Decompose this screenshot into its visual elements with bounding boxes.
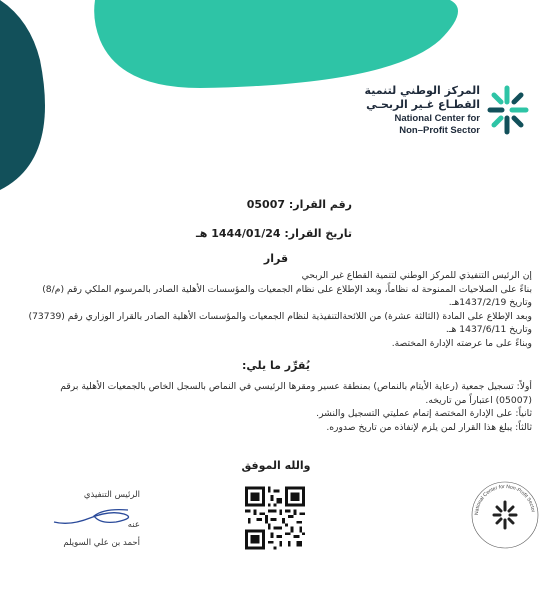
light-teal-shape [94,0,458,88]
preamble [22,269,532,350]
decision-date: تاريخ القرار: 1444/01/24 هـ [196,227,352,240]
decision-title: قرار [263,252,289,265]
article-item: أولاً: تسجيل جمعية (رعاية الأيتام بالنماص) بمنطقة عسير ومقرها الرئيسي في النماص بالسجل الخاص بالجمعيات الأهلية برقم (05007) اعتباراً من تاريخه. [60,381,532,406]
logo-arabic-line-1: المركز الوطني لتنمية [364,84,480,97]
qr-code-icon [245,486,305,550]
logo-english-line-1: National Center for [394,113,480,124]
decides-heading: يُقرِّر ما يلي: [242,359,310,372]
signature-block [20,490,140,548]
logo-arabic-line-2: القطـاع غـير الربحـي [366,98,480,111]
logo-english-line-2: Non–Profit Sector [399,125,480,136]
signatory-name: أحمد بن علي السويلم [63,538,140,548]
decision-number: رقم القرار: 05007 [246,198,352,211]
closing-text: والله الموفق [241,459,311,472]
signature-on-behalf: عنه [127,520,140,530]
preamble-line: بناءً على الصلاحيات الممنوحة له نظاماً، وبعد الإطلاع على نظام الجمعيات والمؤسسات الأهلية الصادر بالمرسوم الملكي رقم (م/8) وتاريخ 1437/2/19هـ. [42,283,532,308]
article-item: ثانياً: على الإدارة المختصة إتمام عمليتي التسجيل والنشر. [316,408,532,419]
dark-teal-shape [0,0,45,190]
official-seal-icon [470,480,540,550]
article-item: ثالثاً: يبلغ هذا القرار لمن يلزم لإنفاذه من تاريخ صدوره. [326,421,532,433]
preamble-line: وبناءً على ما عرضته الإدارة المختصة. [391,337,532,349]
articles [22,380,532,434]
preamble-line: وبعد الإطلاع على المادة (الثالثة عشرة) من اللائحةالتنفيذية لنظام الجمعيات والمؤسسات الأهلية الصادر بالقرار الوزاري رقم (73739) وتاريخ 1437/6/11 هـ. [28,310,532,335]
seal-text: National Center for Non-Profit Sector [473,483,536,516]
signature-title: الرئيس التنفيذي [83,490,140,500]
preamble-line: إن الرئيس التنفيذي للمركز الوطني لتنمية القطاع غير الربحي [301,270,532,281]
ncnp-logo [364,80,530,150]
logo-mark-icon [484,80,530,140]
